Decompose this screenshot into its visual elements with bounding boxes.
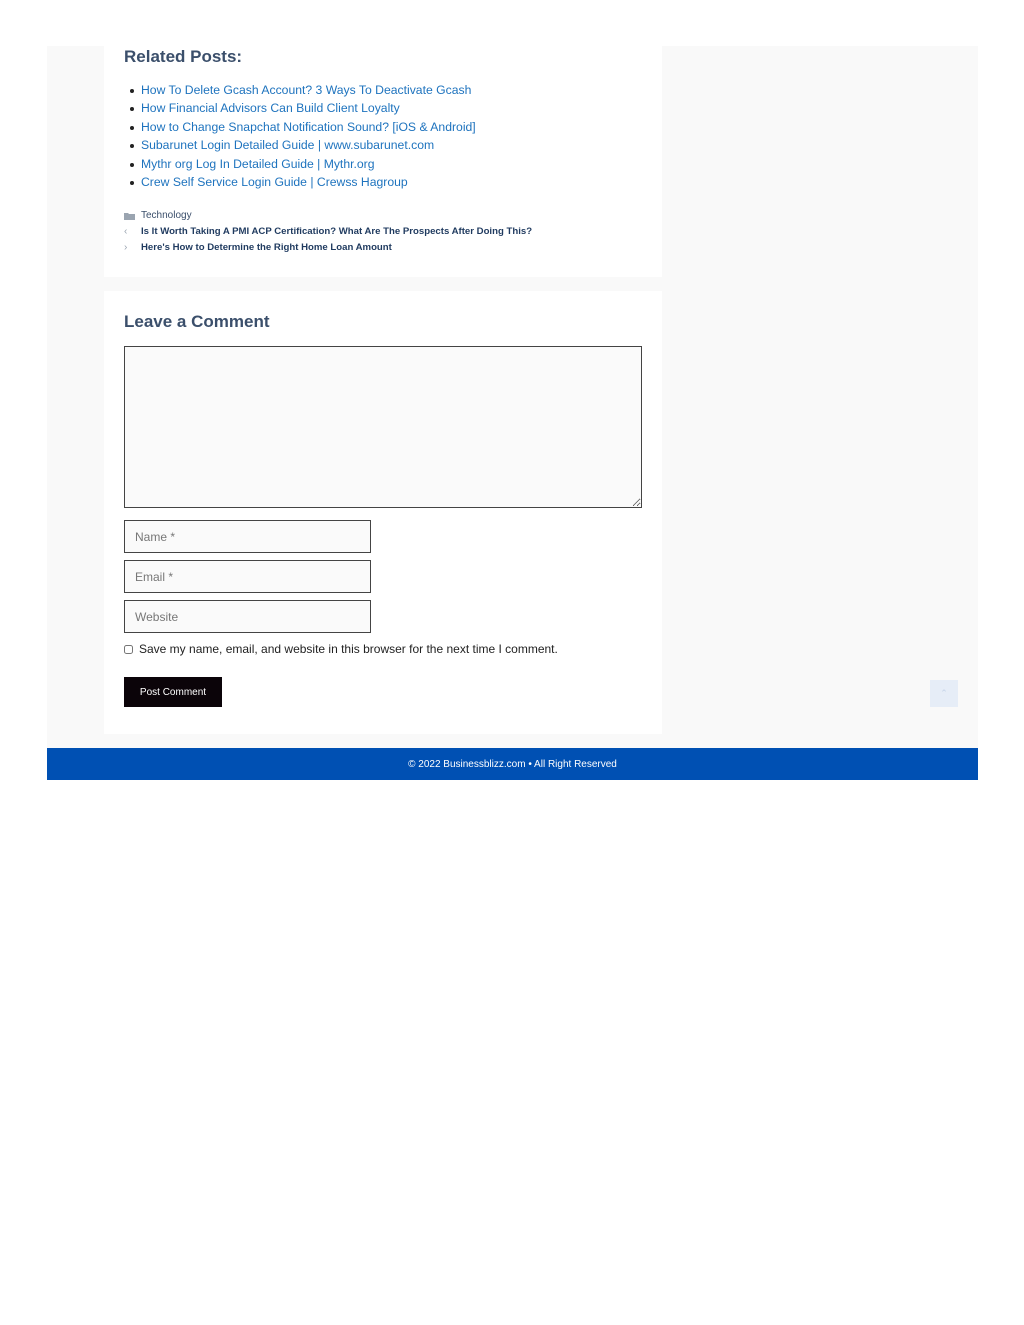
list-item <box>141 99 476 117</box>
post-category <box>124 210 192 221</box>
list-item <box>141 118 476 136</box>
list-item <box>141 81 476 99</box>
related-post-link[interactable]: Mythr org Log In Detailed Guide | Mythr.org <box>141 156 375 171</box>
comment-textarea[interactable] <box>124 346 642 508</box>
comment-form-title: Leave a Comment <box>124 312 270 331</box>
chevron-right-icon: › <box>124 242 128 253</box>
previous-post-nav <box>124 226 532 237</box>
related-posts-card <box>104 46 662 277</box>
comment-form-card <box>104 291 662 734</box>
related-posts-title: Related Posts: <box>124 47 243 66</box>
next-post-link[interactable]: Here's How to Determine the Right Home Loan Amount <box>141 242 392 253</box>
save-info-consent <box>124 642 558 656</box>
site-footer <box>47 748 978 780</box>
related-post-link[interactable]: Crew Self Service Login Guide | Crewss Hagroup <box>141 175 408 190</box>
email-field[interactable] <box>124 560 371 593</box>
chevron-left-icon: ‹ <box>124 226 128 237</box>
category-link[interactable]: Technology <box>141 210 192 221</box>
next-post-nav <box>124 242 392 253</box>
list-item <box>141 173 476 191</box>
related-posts-list <box>141 81 476 191</box>
related-post-link[interactable]: How To Delete Gcash Account? 3 Ways To Deactivate Gcash <box>141 83 472 97</box>
list-item <box>141 136 476 154</box>
previous-post-link[interactable]: Is It Worth Taking A PMI ACP Certification? What Are The Prospects After Doing This? <box>141 226 533 237</box>
chevron-up-icon: ⌃ <box>940 688 948 698</box>
folder-icon <box>124 212 135 220</box>
footer-copyright: © 2022 Businessblizz.com • All Right Reserved <box>408 758 617 770</box>
name-field[interactable] <box>124 520 371 553</box>
website-field[interactable] <box>124 600 371 633</box>
save-info-label: Save my name, email, and website in this browser for the next time I comment. <box>139 642 558 656</box>
site-content <box>47 46 978 748</box>
save-info-checkbox[interactable] <box>124 645 133 654</box>
related-post-link[interactable]: Subarunet Login Detailed Guide | www.subarunet.com <box>141 138 435 153</box>
related-post-link[interactable]: How Financial Advisors Can Build Client Loyalty <box>141 101 400 116</box>
post-comment-button[interactable]: Post Comment <box>124 677 222 707</box>
list-item <box>141 155 476 173</box>
back-to-top-button[interactable] <box>930 680 958 707</box>
related-post-link[interactable]: How to Change Snapchat Notification Sound? [iOS & Android] <box>141 119 476 134</box>
